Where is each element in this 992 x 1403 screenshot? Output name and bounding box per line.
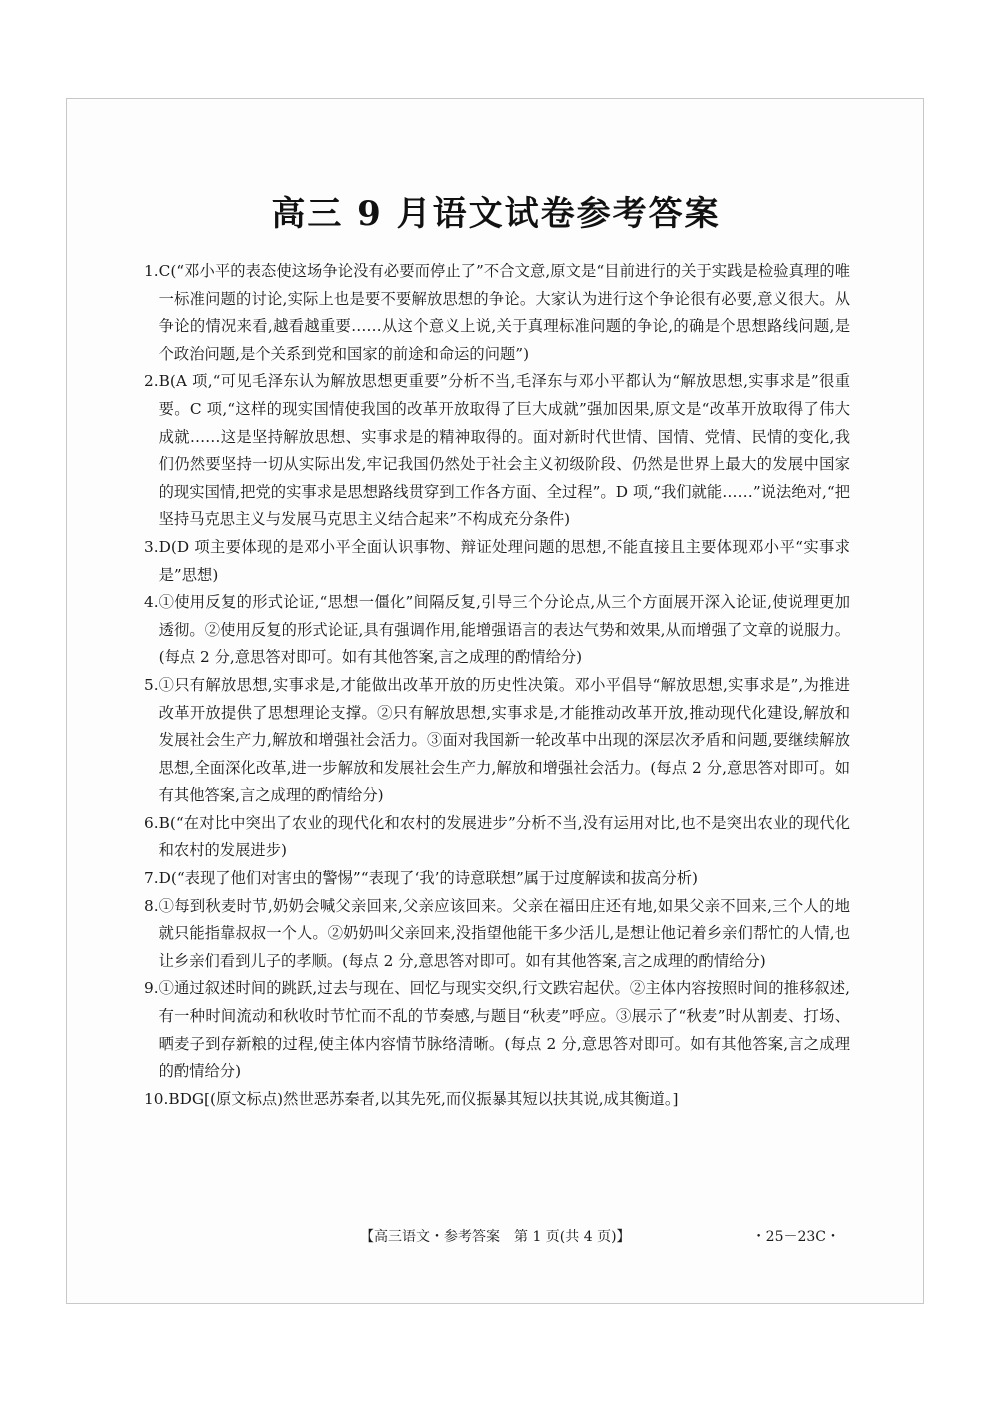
answer-text: C(“邓小平的表态使这场争论没有必要而停止了”不合文意,原文是“目前进行的关于实践是检验真理的唯一标准问题的讨论,实际上也是要不要解放思想的争论。大家认为进行这个争论很有必要,意义很大。从争论的情况来看,越看越重要……从这个意义上说,关于真理标准问题的争论,的确是个思想路线问题,是个政治问题,是个关系到党和国家的前途和命运的问题”) [158, 262, 850, 363]
answer-number: 2. [144, 372, 159, 391]
answer-item-6 [144, 810, 850, 865]
answer-number: 6. [144, 813, 159, 832]
answer-number: 7. [144, 869, 159, 888]
answer-number: 3. [144, 537, 159, 556]
answer-number: 5. [144, 675, 159, 694]
answer-number: 9. [144, 979, 159, 998]
answer-number: 10. [144, 1089, 169, 1108]
page-title: 高三 9 月语文试卷参考答案 [271, 194, 721, 234]
answer-item-7 [144, 865, 850, 893]
answer-text: BDG[(原文标点)然世恶苏秦者,以其先死,而仪振暴其短以扶其说,成其衡道。] [168, 1089, 679, 1108]
answer-number: 8. [144, 896, 159, 915]
answer-item-10 [144, 1086, 850, 1114]
answer-list [144, 258, 850, 1113]
answer-number: 4. [144, 593, 159, 612]
page-footer [0, 1226, 992, 1250]
answer-item-1 [144, 258, 850, 368]
answer-item-4 [144, 589, 850, 672]
answer-text: B(“在对比中突出了农业的现代化和农村的发展进步”分析不当,没有运用对比,也不是突出农业的现代化和农村的发展进步) [158, 813, 850, 860]
answer-item-2 [144, 368, 850, 534]
answer-text: ①只有解放思想,实事求是,才能做出改革开放的历史性决策。邓小平倡导“解放思想,实事求是”,为推进改革开放提供了思想理论支撑。②只有解放思想,实事求是,才能推动改革开放,推动现代化建设,解放和发展社会生产力,解放和增强社会活力。③面对我国新一轮改革中出现的深层次矛盾和问题,要继续解放思想,全面深化改革,进一步解放和发展社会生产力,解放和增强社会活力。(每点 2 分,意思答对即可。如有其他答案,言之成理的酌情给分) [158, 675, 850, 805]
answer-item-9 [144, 975, 850, 1085]
answer-text: D(D 项主要体现的是邓小平全面认识事物、辩证处理问题的思想,不能直接且主要体现邓小平“实事求是”思想) [158, 537, 850, 584]
footer-code: ・25－23C・ [751, 1229, 840, 1245]
answer-text: D(“表现了他们对害虫的警惕”“表现了‘我’的诗意联想”属于过度解读和拔高分析) [158, 869, 699, 888]
answer-item-5 [144, 672, 850, 810]
answer-text: B(A 项,“可见毛泽东认为解放思想更重要”分析不当,毛泽东与邓小平都认为“解放思想,实事求是”很重要。C 项,“这样的现实国情使我国的改革开放取得了巨大成就”强加因果,原文是“改革开放取得了伟大成就……这是坚持解放思想、实事求是的精神取得的。面对新时代世情、国情、党情、民情的变化,我们仍然要坚持一切从实际出发,牢记我国仍然处于社会主义初级阶段、仍然是世界上最大的发展中国家的现实国情,把党的实事求是思想路线贯穿到工作各方面、全过程”。D 项,“我们就能……”说法绝对,“把坚持马克思主义与发展马克思主义结合起来”不构成充分条件) [158, 372, 850, 529]
answer-item-3 [144, 534, 850, 589]
footer-page-label: 【高三语文・参考答案 第 1 页(共 4 页)】 [360, 1229, 631, 1245]
answer-item-8 [144, 893, 850, 976]
answer-number: 1. [144, 262, 159, 280]
answer-text: ①通过叙述时间的跳跃,过去与现在、回忆与现实交织,行文跌宕起伏。②主体内容按照时间的推移叙述,有一种时间流动和秋收时节忙而不乱的节奏感,与题目“秋麦”呼应。③展示了“秋麦”时从割麦、打场、晒麦子到存新粮的过程,使主体内容情节脉络清晰。(每点 2 分,意思答对即可。如有其他答案,言之成理的酌情给分) [158, 979, 850, 1081]
answer-text: ①每到秋麦时节,奶奶会喊父亲回来,父亲应该回来。父亲在福田庄还有地,如果父亲不回来,三个人的地就只能指靠叔叔一个人。②奶奶叫父亲回来,没指望他能干多少活儿,是想让他记着乡亲们帮忙的人情,也让乡亲们看到儿子的孝顺。(每点 2 分,意思答对即可。如有其他答案,言之成理的酌情给分) [158, 896, 850, 970]
answer-text: ①使用反复的形式论证,“思想一僵化”间隔反复,引导三个分论点,从三个方面展开深入论证,使说理更加透彻。②使用反复的形式论证,具有强调作用,能增强语言的表达气势和效果,从而增强了文章的说服力。(每点 2 分,意思答对即可。如有其他答案,言之成理的酌情给分) [158, 593, 850, 667]
